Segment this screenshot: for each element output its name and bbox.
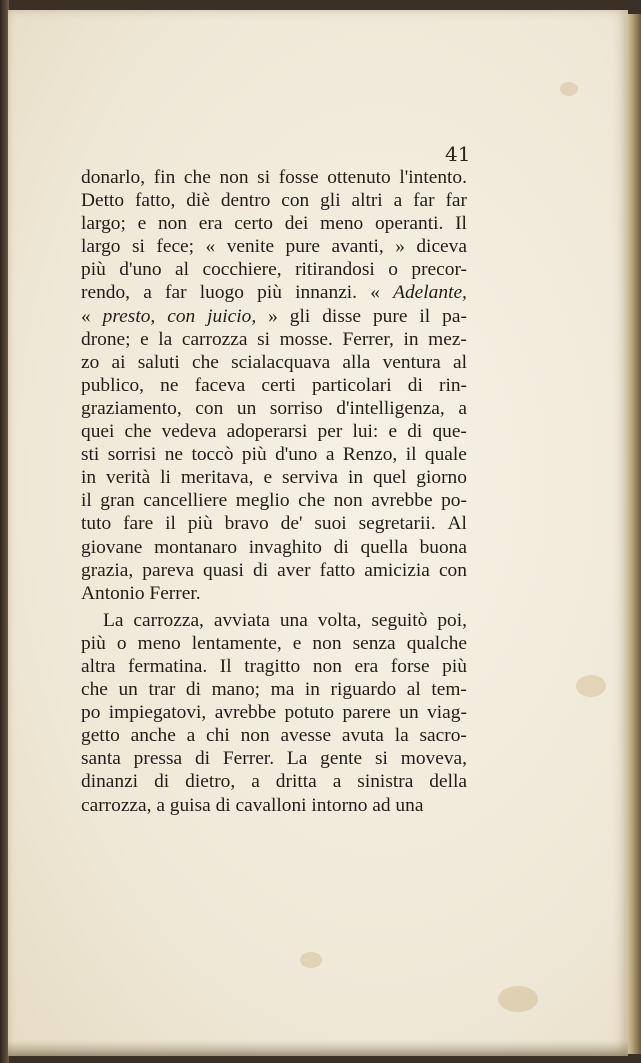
word: Il	[219, 655, 232, 677]
text-line	[81, 258, 467, 281]
text-line	[81, 466, 467, 489]
text-line	[81, 536, 467, 559]
word: dinanzi	[81, 771, 139, 793]
word: che	[191, 351, 219, 373]
word: certo	[234, 213, 273, 235]
word: fatto	[319, 559, 356, 581]
word: una	[279, 609, 308, 631]
word: segretarii.	[358, 513, 436, 535]
text-line	[81, 305, 467, 328]
word: scialacquava	[231, 351, 331, 373]
word: giovane	[81, 536, 143, 558]
word: drone;	[81, 328, 131, 350]
word: il	[165, 513, 176, 535]
word: di	[185, 679, 202, 701]
text-line	[81, 512, 467, 535]
word: impiegatovi,	[108, 702, 207, 724]
word: seguitò	[371, 609, 428, 631]
word: cancelliere	[143, 490, 228, 512]
word: alla	[342, 351, 371, 373]
word: più	[257, 282, 282, 304]
word: dentro	[220, 190, 271, 212]
word: sorriso	[269, 397, 323, 419]
word: a	[393, 190, 403, 212]
word: avuta	[341, 725, 384, 747]
word: l'intento.	[399, 167, 467, 188]
word: sorrisi	[107, 444, 157, 466]
word: serviva	[282, 467, 338, 489]
word: grazia,	[81, 559, 134, 581]
paragraph	[81, 609, 467, 817]
word: particolari	[311, 374, 392, 396]
word: più	[187, 513, 213, 535]
word: o	[116, 632, 127, 654]
word: far	[165, 282, 187, 304]
word: avrebbe	[371, 490, 433, 512]
word: la	[158, 328, 173, 350]
word: juicio,	[207, 305, 257, 327]
word: e	[140, 328, 149, 350]
word: con	[281, 190, 310, 212]
word: carrozza	[181, 328, 248, 350]
word: a	[325, 444, 335, 466]
word: ma	[270, 679, 295, 701]
text-line	[81, 212, 467, 235]
word: far	[445, 190, 467, 212]
word: si	[131, 236, 145, 258]
word: operanti.	[374, 213, 444, 235]
word: tuto	[81, 513, 112, 535]
word: avrebbe	[214, 702, 277, 724]
word: il	[405, 444, 417, 466]
word: «	[81, 305, 91, 327]
word: si	[257, 167, 271, 188]
word: che	[81, 679, 108, 701]
word: pa-	[442, 305, 467, 327]
word: meno	[320, 213, 364, 235]
word: non	[312, 655, 342, 677]
foxing-stain	[576, 675, 606, 697]
word: fece;	[156, 236, 195, 258]
word: gran	[100, 490, 135, 512]
text-line	[81, 443, 467, 466]
word: tragitto	[244, 655, 301, 677]
word: ottenuto	[327, 167, 391, 188]
word: un	[118, 679, 138, 701]
text-line	[81, 489, 467, 512]
body-text	[81, 166, 467, 817]
text-line	[81, 724, 467, 747]
word: riguardo	[330, 679, 397, 701]
word: in	[81, 467, 97, 489]
word: disse	[322, 305, 362, 327]
word: avviata	[213, 609, 270, 631]
foxing-stain	[300, 952, 322, 968]
word: mez-	[428, 328, 467, 350]
word: d'intelligenza,	[336, 397, 445, 419]
word: e	[263, 467, 273, 489]
word: «	[370, 282, 380, 304]
text-line	[81, 166, 467, 189]
word: dietro,	[185, 771, 236, 793]
word: po-	[441, 490, 467, 512]
page-number: 41	[445, 142, 471, 166]
word: montanaro	[154, 536, 238, 558]
word: que-	[432, 421, 467, 443]
word: senza	[352, 632, 396, 654]
word: far	[413, 190, 435, 212]
word: pure	[372, 305, 408, 327]
word: che	[124, 421, 152, 443]
word: certi	[261, 374, 296, 396]
text-line	[81, 281, 467, 304]
word: meno	[137, 632, 181, 654]
word: venite	[226, 236, 275, 258]
word: potuto	[284, 702, 335, 724]
word: fare	[123, 513, 154, 535]
word: non	[219, 167, 249, 188]
word: era	[198, 213, 223, 235]
word: a	[186, 725, 196, 747]
word: «	[205, 236, 216, 258]
word: fin	[153, 167, 176, 188]
text-line	[81, 351, 467, 374]
word: pareva	[142, 559, 194, 581]
word: o	[388, 259, 398, 281]
word: innanzi.	[295, 282, 358, 304]
word: Ferrer,	[342, 328, 394, 350]
word: verità	[106, 467, 151, 489]
word: dei	[284, 213, 309, 235]
word: lentamente,	[191, 632, 282, 654]
word: presto,	[102, 305, 156, 327]
word: gli	[320, 190, 341, 212]
word: poi,	[437, 609, 467, 631]
word: toccò	[191, 444, 234, 466]
word: mosse.	[279, 328, 333, 350]
word: li	[160, 467, 171, 489]
text-line	[81, 397, 467, 420]
text-line	[81, 747, 467, 770]
word: quei	[81, 421, 115, 443]
word: Il	[455, 213, 467, 235]
word: amicizia	[364, 559, 430, 581]
word: e	[292, 632, 302, 654]
word: un	[236, 397, 257, 419]
word: giorno	[416, 467, 467, 489]
word: meritava,	[180, 467, 254, 489]
word: aver	[277, 559, 311, 581]
word: più	[241, 444, 267, 466]
word: parere	[342, 702, 391, 724]
word: forse	[390, 655, 430, 677]
word: Detto	[81, 190, 125, 212]
word: po	[81, 702, 101, 724]
word: faceva	[194, 374, 246, 396]
word: quale	[424, 444, 467, 466]
word: Adelante,	[393, 282, 467, 304]
word: publico,	[81, 374, 145, 396]
word: di	[154, 771, 170, 793]
word: Renzo,	[342, 444, 398, 466]
word: largo	[81, 236, 121, 258]
word: santa	[81, 748, 121, 770]
word: ventura	[382, 351, 441, 373]
word: altri	[351, 190, 383, 212]
word: in	[403, 328, 419, 350]
word: ne	[164, 444, 183, 466]
text-line	[81, 770, 467, 793]
word: sacro-	[419, 725, 467, 747]
word: che	[298, 490, 326, 512]
text-line	[81, 655, 467, 678]
word: La	[286, 748, 308, 770]
word: quel	[372, 467, 407, 489]
text-line	[81, 678, 467, 701]
word: lui:	[352, 421, 379, 443]
foxing-stain	[498, 986, 538, 1012]
word: gli	[289, 305, 311, 327]
word: si	[257, 328, 270, 350]
text-line	[81, 235, 467, 258]
word: de'	[280, 513, 303, 535]
word: precor-	[411, 259, 467, 281]
word: di	[407, 421, 423, 443]
word: gente	[320, 748, 363, 770]
word: Ferrer.	[222, 748, 275, 770]
word: altra	[81, 655, 116, 677]
word: di	[333, 536, 349, 558]
word: La	[103, 609, 124, 631]
word: non	[333, 490, 363, 512]
word: anche	[130, 725, 176, 747]
word: saluti	[137, 351, 180, 373]
word: »	[268, 305, 278, 327]
word: diè	[186, 190, 210, 212]
word: moveva,	[400, 748, 467, 770]
text-line	[81, 420, 467, 443]
word: non	[240, 725, 270, 747]
text-line	[81, 609, 467, 632]
word: tem-	[431, 679, 467, 701]
word: al	[452, 351, 467, 373]
word: con	[195, 397, 224, 419]
word: viag-	[427, 702, 467, 724]
word: a	[251, 771, 260, 793]
word: carrozza,	[133, 609, 204, 631]
word: quasi	[203, 559, 244, 581]
word: Al	[447, 513, 467, 535]
text-line: Antonio Ferrer.	[81, 582, 201, 604]
word: avanti,	[331, 236, 384, 258]
word: con	[167, 305, 196, 327]
word: adoperarsi	[226, 421, 308, 443]
word: d'uno	[119, 259, 162, 281]
word: cocchiere,	[202, 259, 282, 281]
word: dritta	[275, 771, 317, 793]
word: invaghito	[248, 536, 322, 558]
word: di	[253, 559, 269, 581]
word: che	[183, 167, 211, 188]
word: più	[81, 632, 106, 654]
word: fermatina.	[128, 655, 208, 677]
word: luogo	[199, 282, 244, 304]
word: ritirandosi	[295, 259, 375, 281]
word: più	[81, 259, 106, 281]
word: »	[395, 236, 405, 258]
page-fore-edge	[626, 14, 641, 1054]
word: fosse	[278, 167, 319, 188]
word: a	[143, 282, 152, 304]
word: mano;	[211, 679, 261, 701]
word: bravo	[224, 513, 269, 535]
word: ne	[160, 374, 179, 396]
word: per	[317, 421, 343, 443]
word: suoi	[314, 513, 347, 535]
word: la	[394, 725, 409, 747]
paragraph	[81, 166, 467, 605]
word: rin-	[439, 374, 467, 396]
word: rendo,	[81, 282, 130, 304]
word: ai	[111, 351, 126, 373]
word: vedeva	[161, 421, 217, 443]
word: getto	[81, 725, 120, 747]
text-line	[81, 559, 467, 582]
word: graziamento,	[81, 397, 182, 419]
word: più	[442, 655, 467, 677]
word: qualche	[406, 632, 467, 654]
word: meglio	[235, 490, 290, 512]
text-line	[81, 701, 467, 724]
word: di	[407, 374, 423, 396]
word: e	[388, 421, 398, 443]
word: sti	[81, 444, 100, 466]
word: era	[354, 655, 379, 677]
word: zo	[81, 351, 100, 373]
text-line: carrozza, a guisa di cavalloni intorno ad una	[81, 794, 424, 816]
word: trar	[148, 679, 176, 701]
word: largo;	[81, 213, 126, 235]
text-line	[81, 374, 467, 397]
word: quella	[360, 536, 408, 558]
word: non	[157, 213, 188, 235]
word: con	[438, 559, 467, 581]
text-line	[81, 632, 467, 655]
word: buona	[419, 536, 467, 558]
word: e	[137, 213, 147, 235]
word: al	[175, 259, 189, 281]
word: un	[399, 702, 419, 724]
word: sinistra	[357, 771, 414, 793]
word: al	[406, 679, 421, 701]
word: diceva	[416, 236, 467, 258]
foxing-stain	[560, 82, 578, 96]
word: a	[332, 771, 342, 793]
word: di	[194, 748, 211, 770]
word: a	[458, 397, 467, 419]
word: pressa	[133, 748, 183, 770]
word: il	[419, 305, 431, 327]
word: d'uno	[275, 444, 318, 466]
word: in	[347, 467, 364, 489]
word: avesse	[280, 725, 332, 747]
word: fatto,	[134, 190, 176, 212]
word: pure	[285, 236, 321, 258]
word: della	[429, 771, 467, 793]
word: il	[81, 490, 92, 512]
word: non	[312, 632, 342, 654]
page-bottom-shadow	[8, 1040, 628, 1056]
text-line	[81, 328, 467, 351]
word: donarlo,	[81, 167, 146, 188]
word: chi	[206, 725, 230, 747]
text-line	[81, 189, 467, 212]
word: volta,	[317, 609, 362, 631]
word: si	[374, 748, 388, 770]
word: in	[304, 679, 320, 701]
